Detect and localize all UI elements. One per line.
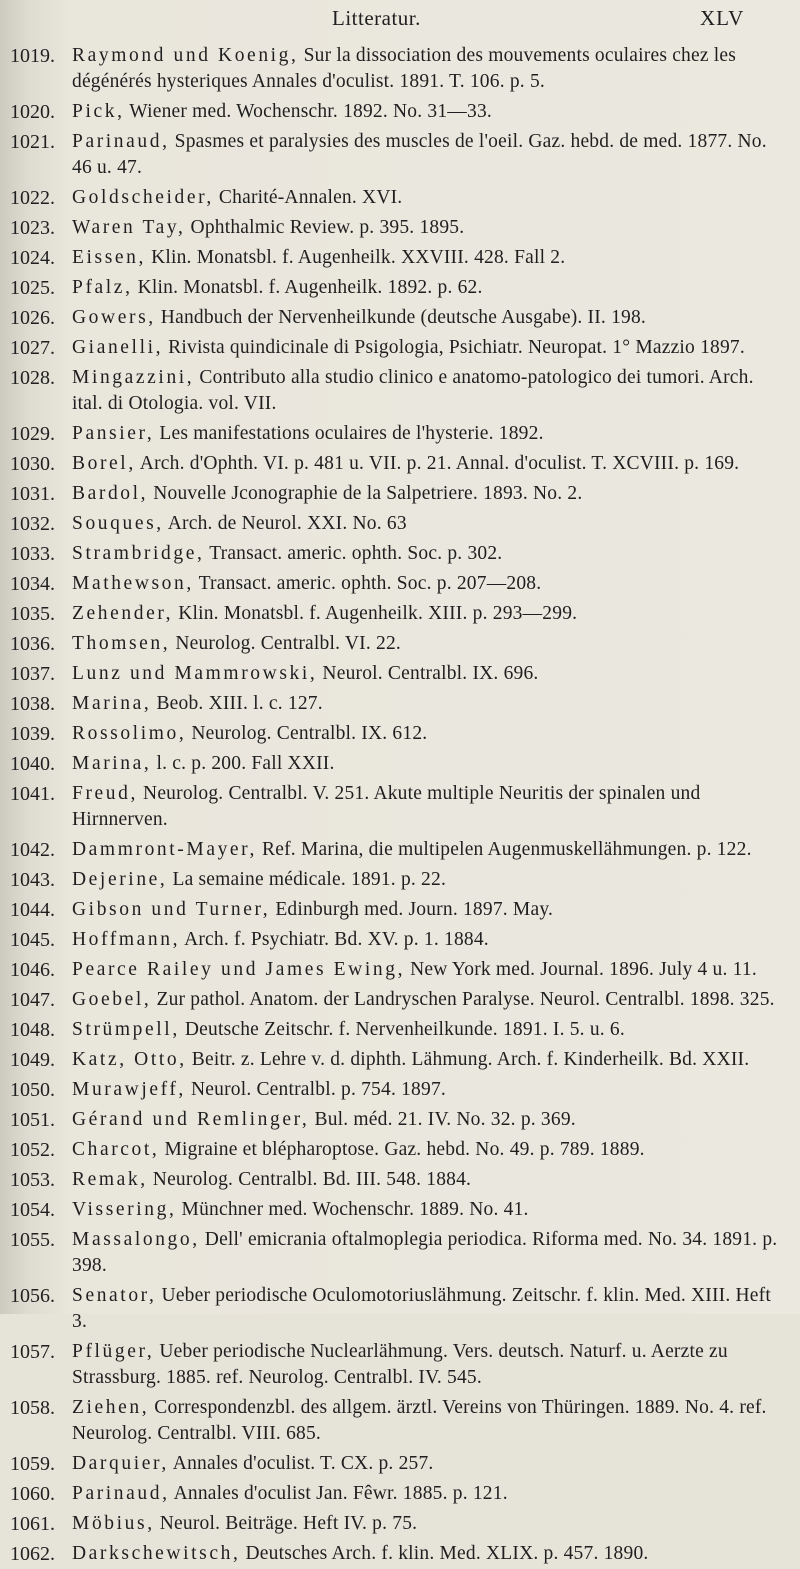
reference-entry <box>0 1509 800 1539</box>
reference-entry <box>0 333 800 363</box>
reference-author: Pflüger, <box>72 1341 155 1362</box>
reference-number: 1058. <box>10 1397 55 1419</box>
reference-citation: Edinburgh med. Journ. 1897. May. <box>270 899 554 920</box>
reference-entry <box>0 97 800 127</box>
reference-text <box>72 1393 784 1449</box>
reference-text <box>72 243 784 273</box>
reference-number: 1062. <box>10 1543 55 1565</box>
reference-entry <box>0 1135 800 1165</box>
reference-text <box>72 449 784 479</box>
reference-number: 1043. <box>10 869 55 891</box>
reference-author: Katz, Otto, <box>72 1049 187 1070</box>
reference-number: 1046. <box>10 959 55 981</box>
reference-author: Raymond und Koenig, <box>72 45 299 66</box>
reference-number: 1035. <box>10 603 55 625</box>
reference-citation: Ref. Marina, die multipelen Augenmuskellähmungen. p. 122. <box>256 839 752 860</box>
reference-author: Darquier, <box>72 1453 169 1474</box>
reference-number: 1019. <box>10 45 55 67</box>
reference-text <box>72 925 784 955</box>
reference-entry <box>0 569 800 599</box>
reference-number: 1025. <box>10 277 55 299</box>
reference-entry <box>0 41 800 97</box>
reference-citation: Klin. Monatsbl. f. Augenheilk. 1892. p. 62. <box>132 277 483 298</box>
reference-citation: Wiener med. Wochenschr. 1892. No. 31—33. <box>124 101 492 122</box>
reference-entry <box>0 1337 800 1393</box>
reference-text <box>72 1225 784 1281</box>
reference-entry <box>0 1075 800 1105</box>
reference-text <box>72 1105 784 1135</box>
reference-number: 1021. <box>10 131 55 153</box>
reference-citation: Neurolog. Centralbl. Bd. III. 548. 1884. <box>147 1169 472 1190</box>
reference-number: 1041. <box>10 783 55 805</box>
reference-text <box>72 1195 784 1225</box>
reference-entry <box>0 449 800 479</box>
reference-text <box>72 749 784 779</box>
reference-author: Charcot, <box>72 1139 160 1160</box>
reference-citation: Beob. XIII. l. c. 127. <box>151 693 323 714</box>
running-header <box>0 6 800 32</box>
reference-author: Massalongo, <box>72 1229 200 1250</box>
reference-author: Gowers, <box>72 307 156 328</box>
reference-author: Marina, <box>72 693 152 714</box>
reference-text <box>72 213 784 243</box>
reference-list <box>0 41 800 1569</box>
reference-citation: Neurol. Beiträge. Heft IV. p. 75. <box>154 1513 418 1534</box>
reference-citation: Contributo alla studio clinico e anatomo-patologico dei tumori. Arch. ital. di Otologia. vol. VII. <box>72 367 754 414</box>
reference-entry <box>0 1195 800 1225</box>
reference-citation: Handbuch der Nervenheilkunde (deutsche Ausgabe). II. 198. <box>155 307 647 328</box>
reference-citation: Neurol. Centralbl. IX. 696. <box>317 663 539 684</box>
reference-number: 1038. <box>10 693 55 715</box>
reference-number: 1053. <box>10 1169 55 1191</box>
reference-author: Waren Tay, <box>72 217 186 238</box>
reference-entry <box>0 599 800 629</box>
reference-author: Eissen, <box>72 247 146 268</box>
reference-author: Freud, <box>72 783 138 804</box>
reference-citation: Neurolog. Centralbl. IX. 612. <box>186 723 428 744</box>
reference-number: 1036. <box>10 633 55 655</box>
reference-text <box>72 1337 784 1393</box>
reference-entry <box>0 689 800 719</box>
reference-text <box>72 1479 784 1509</box>
reference-author: Gérand und Remlinger, <box>72 1109 310 1130</box>
reference-text <box>72 599 784 629</box>
reference-citation: Arch. de Neurol. XXI. No. 63 <box>163 513 407 534</box>
reference-citation: Transact. americ. ophth. Soc. p. 207—208. <box>193 573 542 594</box>
reference-entry <box>0 213 800 243</box>
reference-entry <box>0 955 800 985</box>
reference-citation: Correspondenzbl. des allgem. ärztl. Vereins von Thüringen. 1889. No. 4. ref. Neurolog. Centralbl. VIII. 685. <box>72 1397 767 1444</box>
reference-number: 1051. <box>10 1109 55 1131</box>
reference-number: 1047. <box>10 989 55 1011</box>
reference-author: Mathewson, <box>72 573 194 594</box>
reference-text <box>72 719 784 749</box>
reference-number: 1057. <box>10 1341 55 1363</box>
reference-number: 1042. <box>10 839 55 861</box>
reference-number: 1033. <box>10 543 55 565</box>
reference-number: 1020. <box>10 101 55 123</box>
reference-author: Borel, <box>72 453 136 474</box>
reference-author: Gianelli, <box>72 337 164 358</box>
reference-citation: l. c. p. 200. Fall XXII. <box>151 753 335 774</box>
reference-text <box>72 539 784 569</box>
reference-text <box>72 273 784 303</box>
reference-citation: Arch. d'Ophth. VI. p. 481 u. VII. p. 21. Annal. d'oculist. T. XCVIII. p. 169. <box>135 453 740 474</box>
reference-text <box>72 479 784 509</box>
header-title: Litteratur. <box>332 6 421 30</box>
reference-citation: Nouvelle Jconographie de la Salpetriere. 1893. No. 2. <box>148 483 583 504</box>
reference-text <box>72 509 784 539</box>
reference-number: 1055. <box>10 1229 55 1251</box>
reference-entry <box>0 183 800 213</box>
reference-entry <box>0 1393 800 1449</box>
reference-author: Rossolimo, <box>72 723 187 744</box>
reference-entry <box>0 925 800 955</box>
reference-citation: Neurolog. Centralbl. VI. 22. <box>170 633 401 654</box>
reference-number: 1056. <box>10 1285 55 1307</box>
reference-citation: La semaine médicale. 1891. p. 22. <box>167 869 447 890</box>
reference-citation: Migraine et blépharoptose. Gaz. hebd. No. 49. p. 789. 1889. <box>159 1139 645 1160</box>
reference-citation: Deutsches Arch. f. klin. Med. XLIX. p. 457. 1890. <box>240 1543 649 1564</box>
reference-author: Pick, <box>72 101 125 122</box>
reference-citation: Neurolog. Centralbl. V. 251. Akute multiple Neuritis der spinalen und Hirnnerven. <box>72 783 701 830</box>
reference-author: Darkschewitsch, <box>72 1543 241 1564</box>
reference-text <box>72 1015 784 1045</box>
reference-text <box>72 183 784 213</box>
reference-citation: Transact. americ. ophth. Soc. p. 302. <box>204 543 503 564</box>
reference-author: Mingazzini, <box>72 367 195 388</box>
reference-citation: Ueber periodische Nuclearlähmung. Vers. deutsch. Naturf. u. Aerzte zu Strassburg. 1885. ref. Neurolog. Centralbl. IV. 545. <box>72 1341 728 1388</box>
reference-entry <box>0 865 800 895</box>
reference-entry <box>0 1539 800 1569</box>
reference-entry <box>0 303 800 333</box>
reference-number: 1022. <box>10 187 55 209</box>
reference-citation: Bul. méd. 21. IV. No. 32. p. 369. <box>309 1109 576 1130</box>
reference-entry <box>0 539 800 569</box>
reference-entry <box>0 243 800 273</box>
reference-entry <box>0 1165 800 1195</box>
reference-citation: Zur pathol. Anatom. der Landryschen Paralyse. Neurol. Centralbl. 1898. 325. <box>151 989 775 1010</box>
reference-number: 1023. <box>10 217 55 239</box>
reference-text <box>72 895 784 925</box>
reference-text <box>72 41 784 97</box>
reference-text <box>72 363 784 419</box>
reference-text <box>72 97 784 127</box>
reference-author: Senator, <box>72 1285 157 1306</box>
reference-number: 1052. <box>10 1139 55 1161</box>
reference-author: Goldscheider, <box>72 187 214 208</box>
reference-entry <box>0 509 800 539</box>
reference-number: 1059. <box>10 1453 55 1475</box>
reference-citation: Arch. f. Psychiatr. Bd. XV. p. 1. 1884. <box>180 929 489 950</box>
reference-citation: Neurol. Centralbl. p. 754. 1897. <box>185 1079 446 1100</box>
reference-author: Ziehen, <box>72 1397 150 1418</box>
reference-entry <box>0 895 800 925</box>
reference-author: Strambridge, <box>72 543 205 564</box>
reference-entry <box>0 1479 800 1509</box>
reference-author: Pansier, <box>72 423 155 444</box>
reference-author: Pearce Railey und James Ewing, <box>72 959 406 980</box>
reference-entry <box>0 835 800 865</box>
reference-author: Marina, <box>72 753 152 774</box>
reference-text <box>72 865 784 895</box>
reference-citation: Charité-Annalen. XVI. <box>213 187 403 208</box>
reference-entry <box>0 1105 800 1135</box>
reference-number: 1039. <box>10 723 55 745</box>
reference-text <box>72 419 784 449</box>
reference-citation: Klin. Monatsbl. f. Augenheilk. XXVIII. 428. Fall 2. <box>146 247 566 268</box>
reference-text <box>72 629 784 659</box>
reference-number: 1030. <box>10 453 55 475</box>
reference-number: 1045. <box>10 929 55 951</box>
reference-text <box>72 689 784 719</box>
reference-author: Dejerine, <box>72 869 168 890</box>
reference-entry <box>0 659 800 689</box>
reference-text <box>72 1281 784 1337</box>
reference-number: 1026. <box>10 307 55 329</box>
reference-number: 1054. <box>10 1199 55 1221</box>
reference-entry <box>0 719 800 749</box>
reference-entry <box>0 1225 800 1281</box>
reference-entry <box>0 1449 800 1479</box>
reference-number: 1032. <box>10 513 55 535</box>
reference-text <box>72 1135 784 1165</box>
reference-text <box>72 1045 784 1075</box>
reference-author: Remak, <box>72 1169 148 1190</box>
reference-number: 1044. <box>10 899 55 921</box>
reference-citation: Ueber periodische Oculomotoriuslähmung. Zeitschr. f. klin. Med. XIII. Heft 3. <box>72 1285 771 1332</box>
reference-text <box>72 569 784 599</box>
reference-text <box>72 985 784 1015</box>
reference-entry <box>0 273 800 303</box>
reference-citation: Annales d'oculist Jan. Fêwr. 1885. p. 121. <box>169 1483 508 1504</box>
reference-number: 1060. <box>10 1483 55 1505</box>
reference-author: Dammront-Mayer, <box>72 839 257 860</box>
reference-author: Pfalz, <box>72 277 133 298</box>
reference-author: Strümpell, <box>72 1019 180 1040</box>
reference-author: Bardol, <box>72 483 149 504</box>
reference-number: 1024. <box>10 247 55 269</box>
reference-entry <box>0 127 800 183</box>
reference-entry <box>0 629 800 659</box>
reference-author: Lunz und Mammrowski, <box>72 663 318 684</box>
reference-entry <box>0 1015 800 1045</box>
reference-entry <box>0 779 800 835</box>
reference-author: Gibson und Turner, <box>72 899 271 920</box>
reference-citation: Beitr. z. Lehre v. d. diphth. Lähmung. Arch. f. Kinderheilk. Bd. XXII. <box>186 1049 750 1070</box>
reference-entry <box>0 363 800 419</box>
reference-number: 1037. <box>10 663 55 685</box>
reference-citation: Spasmes et paralysies des muscles de l'oeil. Gaz. hebd. de med. 1877. No. 46 u. 47. <box>72 131 767 178</box>
reference-citation: Deutsche Zeitschr. f. Nervenheilkunde. 1891. I. 5. u. 6. <box>179 1019 625 1040</box>
reference-author: Hoffmann, <box>72 929 181 950</box>
reference-text <box>72 303 784 333</box>
reference-text <box>72 1509 784 1539</box>
reference-citation: New York med. Journal. 1896. July 4 u. 11. <box>405 959 757 980</box>
reference-author: Souques, <box>72 513 164 534</box>
reference-text <box>72 1075 784 1105</box>
reference-author: Goebel, <box>72 989 152 1010</box>
reference-citation: Ophthalmic Review. p. 395. 1895. <box>185 217 465 238</box>
reference-entry <box>0 479 800 509</box>
reference-number: 1029. <box>10 423 55 445</box>
reference-number: 1040. <box>10 753 55 775</box>
reference-text <box>72 333 784 363</box>
reference-citation: Sur la dissociation des mouvements oculaires chez les dégénérés hysteriques Annales d'oculist. 1891. T. 106. p. 5. <box>72 45 737 92</box>
reference-text <box>72 127 784 183</box>
reference-text <box>72 1165 784 1195</box>
reference-number: 1048. <box>10 1019 55 1041</box>
reference-citation: Les manifestations oculaires de l'hysterie. 1892. <box>154 423 544 444</box>
reference-number: 1028. <box>10 367 55 389</box>
reference-number: 1034. <box>10 573 55 595</box>
reference-text <box>72 659 784 689</box>
reference-number: 1031. <box>10 483 55 505</box>
reference-citation: Rivista quindicinale di Psigologia, Psichiatr. Neuropat. 1° Mazzio 1897. <box>163 337 745 358</box>
reference-author: Parinaud, <box>72 1483 170 1504</box>
reference-text <box>72 1449 784 1479</box>
page-number: XLV <box>700 6 745 30</box>
reference-entry <box>0 985 800 1015</box>
reference-citation: Münchner med. Wochenschr. 1889. No. 41. <box>176 1199 529 1220</box>
reference-number: 1061. <box>10 1513 55 1535</box>
reference-author: Möbius, <box>72 1513 155 1534</box>
reference-citation: Klin. Monatsbl. f. Augenheilk. XIII. p. 293—299. <box>173 603 578 624</box>
reference-author: Zehender, <box>72 603 174 624</box>
reference-author: Vissering, <box>72 1199 177 1220</box>
reference-author: Murawjeff, <box>72 1079 186 1100</box>
reference-text <box>72 955 784 985</box>
reference-citation: Dell' emicrania oftalmoplegia periodica. Riforma med. No. 34. 1891. p. 398. <box>72 1229 778 1276</box>
reference-entry <box>0 1045 800 1075</box>
reference-text <box>72 779 784 835</box>
reference-number: 1027. <box>10 337 55 359</box>
reference-text <box>72 835 784 865</box>
reference-entry <box>0 419 800 449</box>
reference-text <box>72 1539 784 1569</box>
reference-citation: Annales d'oculist. T. CX. p. 257. <box>168 1453 434 1474</box>
reference-number: 1050. <box>10 1079 55 1101</box>
reference-entry <box>0 1281 800 1337</box>
reference-number: 1049. <box>10 1049 55 1071</box>
reference-entry <box>0 749 800 779</box>
reference-author: Parinaud, <box>72 131 170 152</box>
reference-author: Thomsen, <box>72 633 171 654</box>
